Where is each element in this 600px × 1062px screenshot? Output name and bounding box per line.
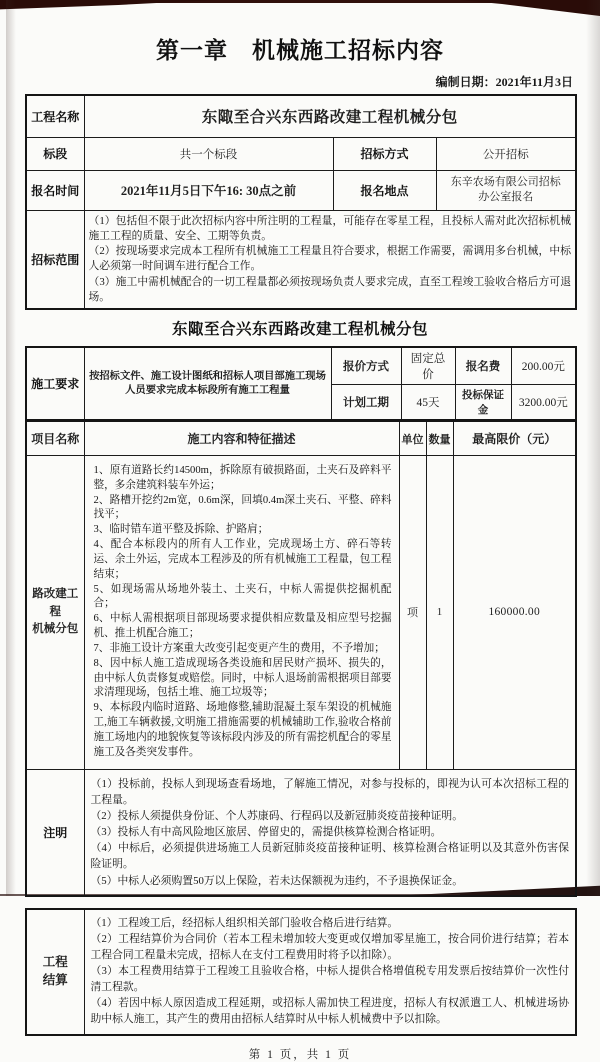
note-item: （2）投标人须提供身份证、个人苏康码、行程码以及新冠肺炎疫苗接种证明。	[90, 809, 463, 822]
table-row	[26, 170, 576, 210]
content-line: 2、路槽开挖约2m宽，0.6m深，回填0.4m深土夹石、平整、碎料找平；	[93, 494, 392, 521]
col-header-qty: 数量	[426, 421, 453, 455]
bid-method-label: 招标方式	[333, 137, 436, 170]
table-row	[26, 455, 576, 769]
construction-req-desc: 按招标文件、施工设计图纸和招标人项目部施工现场人员要求完成本标段所有施工工程量	[84, 347, 331, 420]
note-content	[84, 769, 576, 896]
table-row	[26, 137, 576, 170]
item-name-line1: 路改建工程	[32, 588, 79, 618]
content-line: 1、原有道路长约14500m，拆除原有破损路面，土夹石及碎料平整，多余建筑料装车外运；	[93, 464, 392, 491]
settlement-label-line2: 结算	[42, 972, 68, 987]
content-line: 3、临时错车道平整及拆除、护路肩；	[93, 524, 269, 536]
item-qty: 1	[426, 455, 453, 769]
col-header-max-price: 最高限价（元）	[453, 421, 576, 455]
compile-date: 编制日期：2021年11月3日	[435, 75, 573, 89]
content-line: 9、本标段内临时道路、场地修整,辅助混凝土泵车架设的机械施工,施工车辆救援,文明施工措施需要的机械辅助工作,验收合格前施工场地内的地貌恢复等该标段内涉及的所有需挖机配合的零星施工及各类突发事件。	[93, 702, 392, 758]
duration-label: 计划工期	[331, 385, 401, 421]
project-name-value: 东陬至合兴东西路改建工程机械分包	[84, 95, 576, 137]
col-header-item-name: 项目名称	[26, 421, 84, 455]
col-header-unit: 单位	[399, 421, 426, 455]
note-item: （1）投标前，投标人到现场查看场地，了解施工情况，对参与投标的，即视为认可本次招标工程的工程量。	[90, 777, 569, 806]
settlement-table	[25, 908, 577, 1036]
price-method-label: 报价方式	[331, 347, 401, 385]
settlement-item: （3）本工程费用结算于工程竣工且验收合格，中标人提供合格增值税专用发票后按结算价一次性付清工程款。	[90, 964, 569, 993]
item-name-line2: 机械分包	[32, 622, 79, 635]
content-line: 4、配合本标段内的所有人工作业，完成现场土方、碎石等转运、余土外运，完成本工程涉及的所有机械施工工程量，包工程结束；	[93, 539, 392, 580]
scope-content	[84, 210, 576, 309]
scope-item: （2）按现场要求完成本工程所有机械施工工程量且符合要求，根据工作需要，需调用多台机械，中标人必须第一时间调车进行配合工作。	[88, 245, 572, 273]
items-table	[25, 420, 577, 896]
signup-time-value: 2021年11月5日下午16: 30点之前	[84, 170, 333, 210]
signup-fee-label: 报名费	[455, 347, 511, 385]
table-row	[26, 210, 576, 309]
scope-item: （3）施工中需机械配合的一切工程量都必须按现场负责人要求完成，直至工程竣工验收合格后方可退场。	[88, 275, 572, 304]
project-info-table	[25, 94, 577, 310]
requirements-table	[25, 346, 577, 421]
duration-value: 45天	[401, 385, 455, 421]
section-value: 共一个标段	[84, 137, 333, 170]
settlement-label-line1: 工程	[42, 955, 68, 970]
settlement-label	[26, 909, 84, 1035]
settlement-content	[84, 909, 576, 1035]
bid-method-value: 公开招标	[436, 137, 576, 170]
price-method-value: 固定总价	[401, 347, 455, 385]
settlement-item: （4）若因中标人原因造成工程延期，或招标人需加快工程进度，招标人有权派遣工人、机械进场协助中标人施工，其产生的费用由招标人结算时从中标人机械费中予以扣除。	[90, 996, 569, 1025]
page-number: 第 1 页，共 1 页	[248, 1048, 352, 1061]
note-item: （5）中标人必须购置50万以上保险，若未达保额视为违约，不予退换保证金。	[90, 874, 463, 887]
note-label: 注明	[26, 769, 84, 896]
settlement-item: （1）工程竣工后，经招标人组织相关部门验收合格后进行结算。	[90, 916, 399, 929]
deposit-value: 3200.00元	[511, 385, 576, 421]
note-item: （4）中标后，必须提供进场施工人员新冠肺炎疫苗接种证明、核算检测合格证明以及其意外伤害保险证明。	[90, 842, 569, 871]
scope-item: （1）包括但不限于此次招标内容中所注明的工程量，可能存在零星工程，且投标人需对此次招标机械施工工程的质量、安全、工期等负责。	[88, 214, 572, 242]
item-content	[84, 455, 399, 769]
table-row	[26, 95, 576, 137]
col-header-content: 施工内容和特征描述	[84, 421, 399, 455]
content-line: 5、如现场需从场地外装土、土夹石，中标人需提供挖掘机配合；	[93, 583, 392, 610]
content-line: 6、中标人需根据项目部现场要求提供相应数量及相应型号挖掘机、推土机配合施工；	[93, 613, 392, 640]
scope-label: 招标范围	[26, 210, 84, 309]
section-label: 标段	[26, 137, 84, 170]
note-item: （3）投标人有中高风险地区旅居、停留史的，需提供核算检测合格证明。	[90, 826, 442, 839]
signup-place-line1: 东辛农场有限公司招标	[450, 176, 561, 189]
content-line: 7、非施工设计方案重大改变引起变更产生的费用，不予增加；	[93, 642, 385, 654]
table-row	[26, 347, 576, 385]
table-row	[26, 769, 576, 896]
signup-place-line2: 办公室报名	[478, 191, 534, 203]
project-name-label: 工程名称	[26, 95, 84, 137]
table-row	[26, 909, 576, 1035]
page-title: 第一章 机械施工招标内容	[156, 38, 444, 63]
item-unit: 项	[399, 455, 426, 769]
table-header-row	[26, 421, 576, 455]
signup-fee-value: 200.00元	[511, 347, 576, 385]
item-name	[26, 455, 84, 769]
settlement-item: （2）工程结算价为合同价（若本工程未增加较大变更或仅增加零星施工，按合同价进行结算；若本工程合同工程量未完成，招标人在支付工程费用时将予以扣除）。	[90, 932, 569, 961]
section-subtitle: 东陬至合兴东西路改建工程机械分包	[171, 321, 428, 339]
deposit-label: 投标保证金	[455, 385, 511, 421]
content-line: 8、因中标人施工造成现场各类设施和居民财产损坏、损失的，由中标人负责修复或赔偿。同时，中标人退场前需根据项目部要求清理现场，包括土堆、施工垃圾等；	[93, 657, 392, 699]
construction-req-label: 施工要求	[26, 347, 84, 420]
item-max-price: 160000.00	[453, 455, 576, 769]
signup-place-value	[436, 170, 576, 210]
signup-place-label: 报名地点	[333, 170, 436, 210]
signup-time-label: 报名时间	[26, 170, 84, 210]
